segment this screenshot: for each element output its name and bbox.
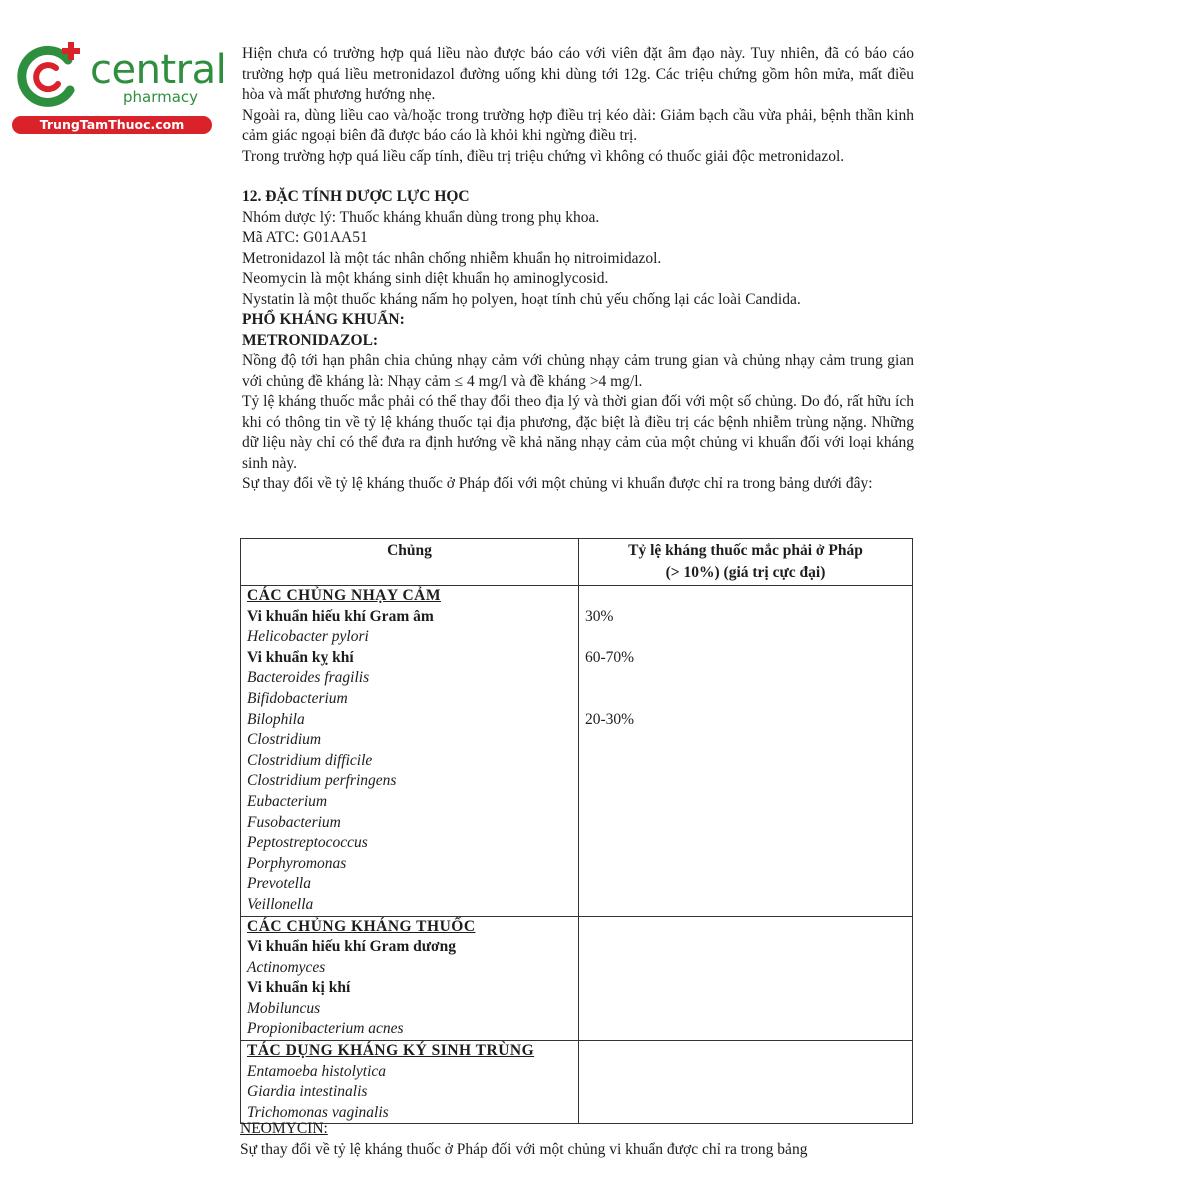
metronidazol-heading: METRONIDAZOL: [242,331,379,349]
species-item: Clostridium difficile [247,751,373,769]
species-item: Prevotella [247,875,311,893]
resistance-table [240,538,913,1124]
breakpoint-paragraph: Nồng độ tới hạn phân chia chủng nhạy cảm với chủng nhạy cảm trung gian và chủng nhạy cảm trung gian với chủng đề kháng là: Nhạy cảm ≤ 4 mg/l và đề kháng >4 mg/l. [242,352,914,390]
species-item: Clostridium [247,731,322,749]
helicobacter-rate: 30% [585,607,614,625]
species-item: Trichomonas vaginalis [247,1103,389,1121]
species-item: Peptostreptococcus [247,834,368,852]
header-strain-cell [241,539,579,586]
neomycin-heading: NEOMYCIN: [240,1120,328,1137]
document-body [242,44,914,495]
aerobe-gram-positive-group: Vi khuẩn hiếu khí Gram dương [247,938,456,956]
sensitive-title: CÁC CHỦNG NHẠY CẢM [247,587,441,604]
header-rate-cell [579,539,913,586]
spectrum-heading: PHỔ KHÁNG KHUẨN: [242,311,405,328]
species-item: Helicobacter pylori [247,628,369,646]
atc-code: Mã ATC: G01AA51 [242,229,368,246]
species-item: Clostridium perfringens [247,772,397,790]
header-rate-line2: (> 10%) (giá trị cực đại) [665,564,826,581]
aerobe-gram-negative-group: Vi khuẩn hiếu khí Gram âm [247,607,434,625]
section-heading: 12. ĐẶC TÍNH DƯỢC LỰC HỌC [242,188,470,205]
species-item: Porphyromonas [247,854,347,872]
species-item: Entamoeba histolytica [247,1062,387,1080]
resistant-rates-cell [579,916,913,1041]
parasite-strains-cell [241,1041,579,1124]
logo-sub-text: pharmacy [123,88,199,106]
table-row-resistant [241,916,913,1041]
anaerobe-group: Vi khuẩn kỵ khí [247,648,354,666]
species-item: Fusobacterium [247,813,341,831]
central-pharmacy-logo[interactable] [10,38,227,138]
neomycin-desc: Neomycin là một kháng sinh diệt khuẩn họ aminoglycosid. [242,270,609,287]
species-item: Bacteroides fragilis [247,669,370,687]
header-rate-line1: Tỷ lệ kháng thuốc mắc phải ở Pháp [628,542,863,559]
species-item: Mobiluncus [247,999,321,1017]
species-item: Veillonella [247,895,314,913]
bilophila-rate: 20-30% [585,710,635,728]
logo-site-text: TrungTamThuoc.com [12,116,212,134]
intro-paragraph-1: Hiện chưa có trường hợp quá liều nào được báo cáo với viên đặt âm đạo này. Tuy nhiên, đã có báo cáo trường hợp quá liều metronidazol đường uống khi dùng tới 12g. Các triệu chứng gồm hôn mửa, mất điều hòa và mất phương hướng nhẹ. [242,45,914,103]
anaerobe-resistant-group: Vi khuẩn kị khí [247,979,351,997]
neomycin-section [240,1118,912,1160]
table-row-parasite [241,1041,913,1124]
intro-paragraph-2: Ngoài ra, dùng liều cao và/hoặc trong trường hợp điều trị kéo dài: Giảm bạch cầu vừa phải, bệnh thần kinh cảm giác ngoại biên đã được báo cáo là khỏi khi ngừng điều trị. [242,106,914,144]
pharmacologic-group: Nhóm dược lý: Thuốc kháng khuẩn dùng trong phụ khoa. [242,208,600,226]
nystatin-desc: Nystatin là một thuốc kháng nấm họ polyen, hoạt tính chủ yếu chống lại các loài Candida. [242,290,801,308]
logo-brand-text: central [90,47,227,93]
species-item: Bilophila [247,710,305,728]
species-item: Eubacterium [247,792,328,810]
sensitive-rates-cell [579,586,913,917]
species-item: Actinomyces [247,958,326,976]
species-item: Bifidobacterium [247,689,348,707]
metronidazol-desc: Metronidazol là một tác nhân chống nhiễm khuẩn họ nitroimidazol. [242,249,662,267]
pharmacy-logo-mark-icon [10,38,90,114]
resistant-strains-cell [241,916,579,1041]
intro-paragraph-3: Trong trường hợp quá liều cấp tính, điều trị triệu chứng vì không có thuốc giải độc metronidazol. [242,147,845,165]
species-item: Propionibacterium acnes [247,1020,404,1038]
species-item: Giardia intestinalis [247,1083,368,1101]
table-header-row [241,539,913,586]
resistant-title: CÁC CHỦNG KHÁNG THUỐC [247,917,476,935]
resistance-paragraph: Tỷ lệ kháng thuốc mắc phải có thể thay đổi theo địa lý và thời gian đối với một số chủng. Do đó, rất hữu ích khi có thông tin về tỷ lệ kháng thuốc tại địa phương, đặc biệt là điều trị các bệnh nhiễm trùng nặng. Những dữ liệu này chỉ có thể đưa ra định hướng về khả năng nhạy cảm của một chủng vi khuẩn đối với loại kháng sinh này. [242,393,914,472]
table-intro-paragraph: Sự thay đổi về tỷ lệ kháng thuốc ở Pháp đối với một chủng vi khuẩn được chỉ ra trong bảng dưới đây: [242,475,873,492]
bacteroides-rate: 60-70% [585,648,635,666]
parasite-title: TÁC DỤNG KHÁNG KÝ SINH TRÙNG [247,1042,535,1060]
sensitive-strains-cell [241,586,579,917]
table-row-sensitive [241,586,913,917]
neomycin-paragraph: Sự thay đổi về tỷ lệ kháng thuốc ở Pháp đối với một chủng vi khuẩn được chỉ ra trong bảng [240,1141,808,1158]
parasite-rates-cell [579,1041,913,1124]
header-strain: Chủng [387,542,432,559]
